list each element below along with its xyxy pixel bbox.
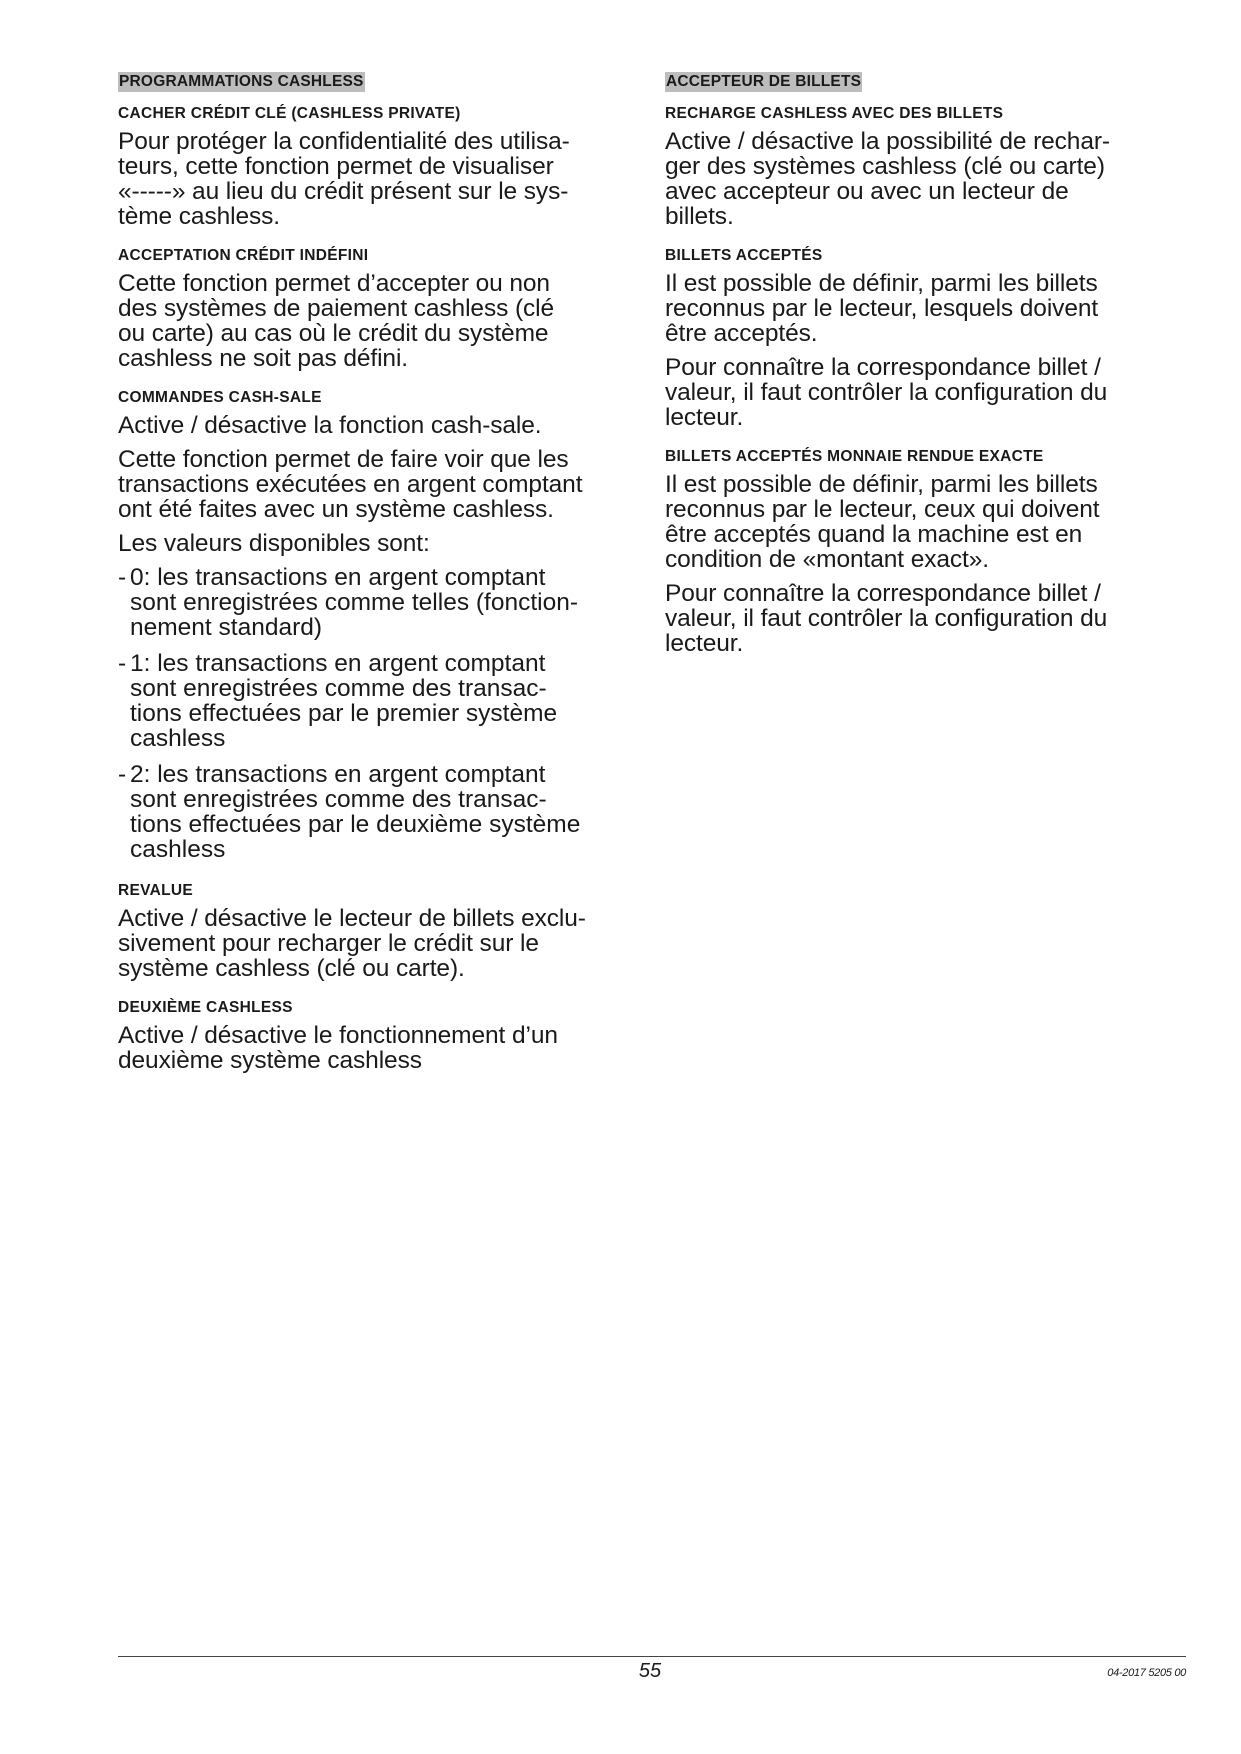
paragraph: Active / désactive le fonctionnement d’un deuxième système cashless xyxy=(118,1022,558,1074)
subheading-acceptation-credit: ACCEPTATION CRÉDIT INDÉFINI xyxy=(118,247,369,264)
subheading-revalue: REVALUE xyxy=(118,882,194,899)
page-number: 55 xyxy=(638,1660,662,1682)
subheading-commandes-cash-sale: COMMANDES CASH-SALE xyxy=(118,389,322,406)
subheading-billets-monnaie-exacte: BILLETS ACCEPTÉS MONNAIE RENDUE EXACTE xyxy=(665,448,1044,465)
paragraph: Cette fonction permet d’accepter ou non des systèmes de paiement cashless (clé ou carte) au cas où le crédit du système cashless ne soit pas défini. xyxy=(118,270,555,372)
paragraph: Cette fonction permet de faire voir que les transactions exécutées en argent comptant ont été faites avec un système cashless. xyxy=(118,446,583,523)
section-header-billets: ACCEPTEUR DE BILLETS xyxy=(666,73,862,90)
subheading-billets-acceptes: BILLETS ACCEPTÉS xyxy=(665,247,823,264)
paragraph: Les valeurs disponibles sont: xyxy=(118,530,430,557)
subheading-deuxieme-cashless: DEUXIÈME CASHLESS xyxy=(118,999,293,1016)
paragraph: Active / désactive la possibilité de rechar- ger des systèmes cashless (clé ou carte) avec accepteur ou avec un lecteur de billets. xyxy=(665,128,1110,230)
section-header-cashless: PROGRAMMATIONS CASHLESS xyxy=(119,73,364,90)
right-column xyxy=(665,72,1185,665)
list-item: - 1: les transactions en argent comptant sont enregistrées comme des transac- tions effectuées par le premier système cashless xyxy=(118,650,558,752)
paragraph: Pour connaître la correspondance billet / valeur, il faut contrôler la configuration du lecteur. xyxy=(665,580,1108,657)
document-code: 04-2017 5205 00 xyxy=(1107,1667,1186,1679)
subheading-recharge-cashless: RECHARGE CASHLESS AVEC DES BILLETS xyxy=(665,105,1004,122)
paragraph: Pour protéger la confidentialité des utilisa- teurs, cette fonction permet de visualiser «-----» au lieu du crédit présent sur le sys- tème cashless. xyxy=(118,128,570,230)
list-item: - 0: les transactions en argent comptant sont enregistrées comme telles (fonction- nement standard) xyxy=(118,564,578,641)
paragraph: Active / désactive le lecteur de billets exclu- sivement pour recharger le crédit sur le système cashless (clé ou carte). xyxy=(118,905,586,982)
left-column xyxy=(118,72,638,1082)
paragraph: Il est possible de définir, parmi les billets reconnus par le lecteur, lesquels doivent être acceptés. xyxy=(665,270,1099,347)
footer-divider xyxy=(118,1656,1186,1657)
list-item: - 2: les transactions en argent comptant sont enregistrées comme des transac- tions effectuées par le deuxième système cashless xyxy=(118,761,581,863)
paragraph: Pour connaître la correspondance billet / valeur, il faut contrôler la configuration du lecteur. xyxy=(665,354,1108,431)
subheading-cacher-credit: CACHER CRÉDIT CLÉ (CASHLESS PRIVATE) xyxy=(118,105,461,122)
paragraph: Active / désactive la fonction cash-sale. xyxy=(118,412,542,439)
paragraph: Il est possible de définir, parmi les billets reconnus par le lecteur, ceux qui doivent être acceptés quand la machine est en condition de «montant exact». xyxy=(665,471,1100,573)
